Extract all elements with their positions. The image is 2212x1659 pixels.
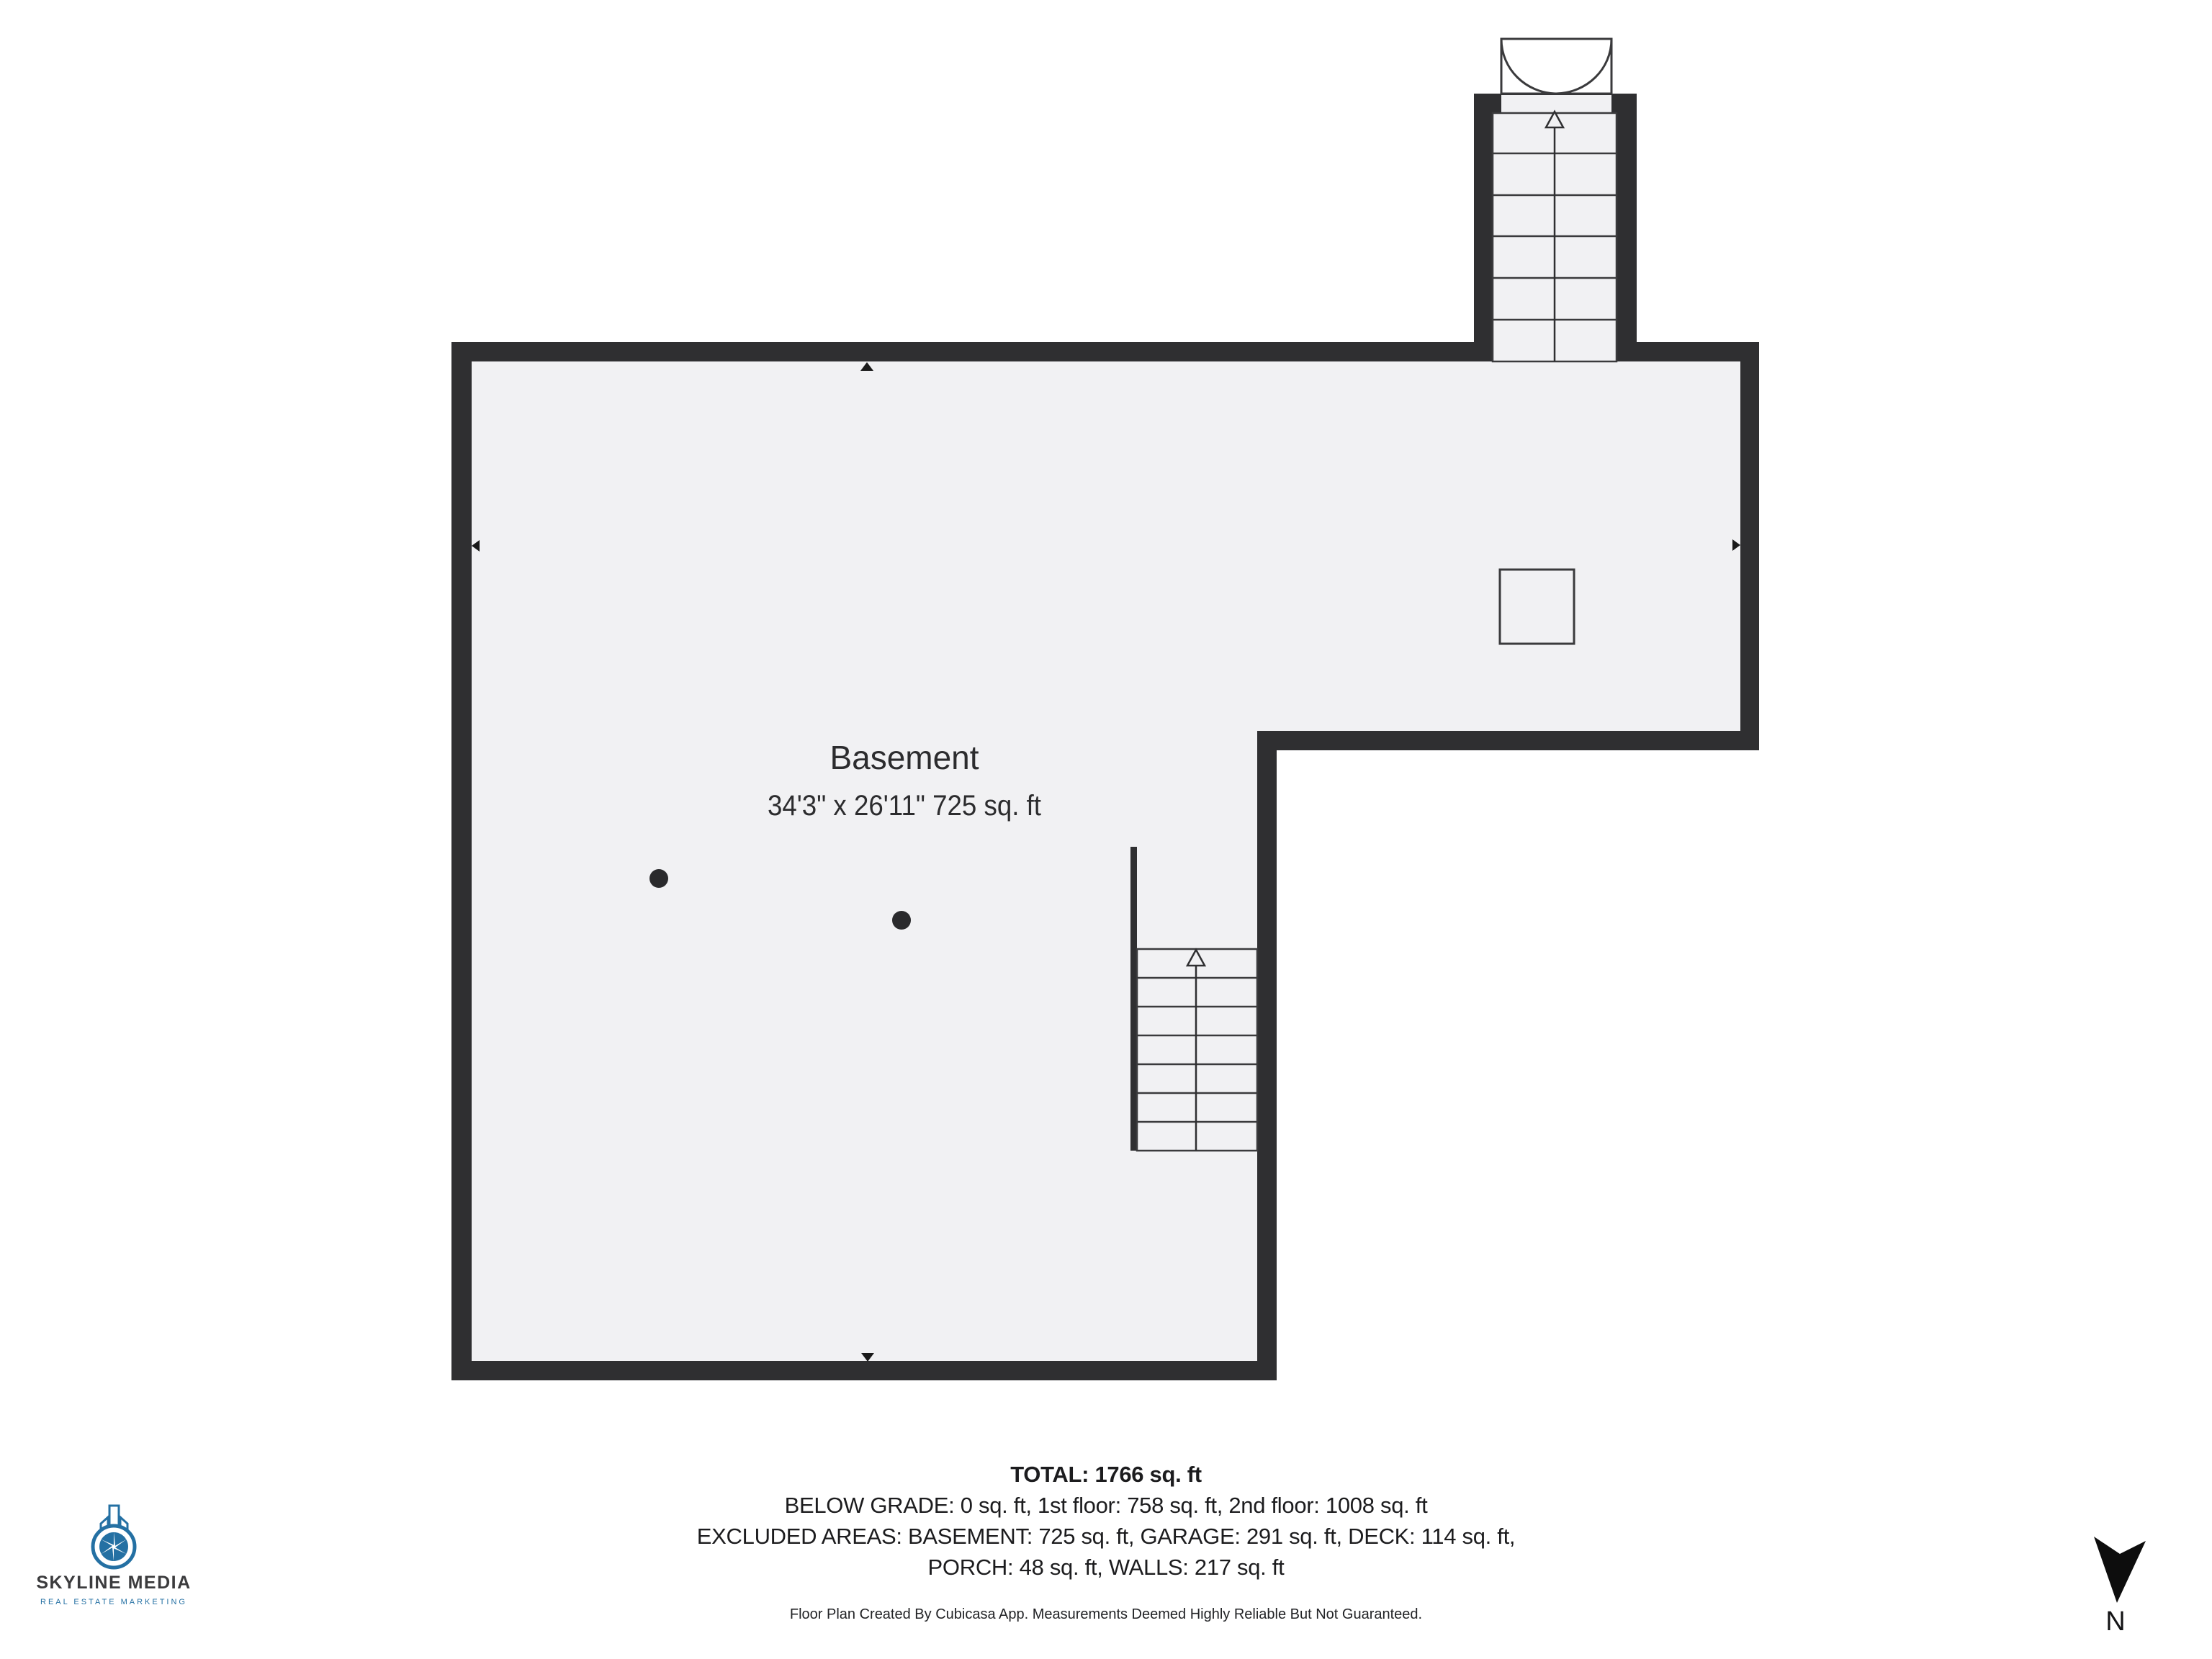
support-post xyxy=(892,911,911,930)
double-door-icon xyxy=(1501,39,1611,94)
north-label: N xyxy=(2105,1606,2126,1637)
logo-title: SKYLINE MEDIA xyxy=(36,1573,192,1593)
room-dimensions: 34'3" x 26'11" 725 sq. ft xyxy=(768,790,1041,822)
logo-tagline: REAL ESTATE MARKETING xyxy=(40,1598,187,1606)
support-post xyxy=(649,869,668,888)
grade-areas-text: BELOW GRADE: 0 sq. ft, 1st floor: 758 sq. ft, 2nd floor: 1008 sq. ft xyxy=(784,1493,1428,1518)
total-area-text: TOTAL: 1766 sq. ft xyxy=(1010,1462,1202,1487)
stair-stub-wall xyxy=(1130,847,1137,1151)
excluded-areas-text-line1: EXCLUDED AREAS: BASEMENT: 725 sq. ft, GARAGE: 291 sq. ft, DECK: 114 sq. ft, xyxy=(696,1524,1516,1549)
entry-threshold xyxy=(1501,95,1611,112)
basement-floorplan xyxy=(451,39,1759,1380)
area-summary xyxy=(0,1459,2212,1583)
room-name: Basement xyxy=(830,739,979,776)
excluded-areas-text-line2: PORCH: 48 sq. ft, WALLS: 217 sq. ft xyxy=(927,1555,1285,1580)
disclaimer-text: Floor Plan Created By Cubicasa App. Measurements Deemed Highly Reliable But Not Guaranteed. xyxy=(789,1606,1423,1622)
